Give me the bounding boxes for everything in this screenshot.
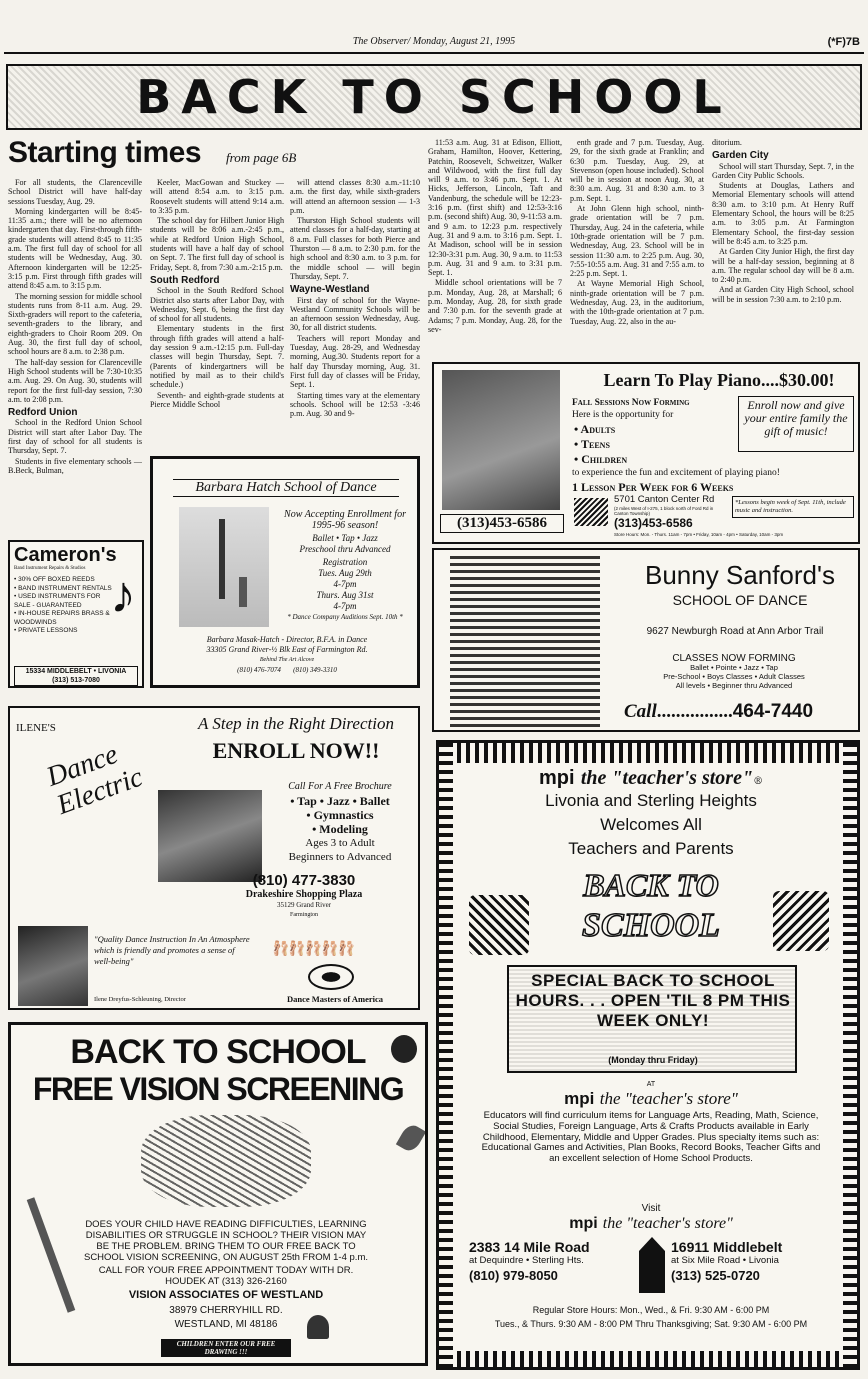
header-rule	[4, 52, 864, 54]
subhead-south-redford: South Redford	[150, 274, 220, 286]
piano-photo	[442, 370, 560, 510]
hatch-thu-time: 4-7pm	[333, 601, 357, 611]
piano-price: $30.00!	[779, 370, 835, 390]
piano-audience-label: Children	[581, 452, 628, 466]
article-column-2	[150, 178, 284, 448]
piano-phone-big: (313)453-6586	[440, 514, 564, 533]
bunny-call-line: Call................464-7440	[624, 701, 814, 722]
page-header-line	[0, 36, 868, 50]
camerons-sub: Band Instrument Repairs & Studios	[14, 566, 86, 571]
border-pattern-right	[843, 743, 857, 1367]
hatch-behind: Behind The Art Alcove	[259, 657, 315, 663]
article-paragraph: enth grade and 7 p.m. Tuesday, Aug. 29, for the sixth grade at Franklin; and 6:30 p.m. Tuesday, Aug. 29, at Stevenson (open house included). School will be in session at noon Aug. 30, at 8:30 a.m. Aug. 31 and 8:30 a.m. to 3 p.m. Sept. 1.	[570, 138, 704, 203]
article-paragraph: School in the South Redford School District also starts after Labor Day, with Wednesday, Sept. 6, being the first day of school for all students.	[150, 286, 284, 324]
hatch-preschool: Preschool thru Advanced	[299, 544, 391, 554]
mpi-special: SPECIAL BACK TO SCHOOL HOURS. . . OPEN 'TIL 8 PM THIS WEEK ONLY!	[515, 971, 791, 1030]
hatch-address: 33305 Grand River-½ Blk East of Farmington Rd.	[206, 645, 368, 654]
article-paragraph: Teachers will report Monday and Tuesday, Aug. 28-29, and Wednesday morning, Aug.30. Students report for a half day Thursday morning, Aug. 31. First full day of classes will be Friday, Sept. 1.	[290, 333, 420, 390]
mpi-location-2	[671, 1239, 841, 1283]
mpi-chalkboard	[469, 865, 833, 975]
hatch-photo	[179, 507, 269, 627]
mpi-brand-2: mpi	[564, 1089, 595, 1108]
bunny-classes	[614, 654, 854, 690]
article-paragraph: At Garden City Junior High, the first day will be a half-day session, beginning at 8 a.m. The regular school day will be 8 a.m. to 2:40 p.m.	[712, 247, 854, 285]
bunny-forming: CLASSES NOW FORMING	[672, 653, 796, 664]
hatch-phone-1: (810) 476-7074	[237, 666, 281, 674]
hatch-tue-time: 4-7pm	[333, 579, 357, 589]
hatch-footer	[159, 635, 415, 675]
schoolhouse-icon	[639, 1237, 665, 1293]
article-paragraph: Starting times vary at the elementary schools. School will be 12:53 -3:46 p.m. Aug. 30 and 9-	[290, 390, 420, 419]
mpi-at: AT	[646, 1081, 656, 1088]
mpi-description: Educators will find curriculum items for Language Arts, Reading, Math, Science, Social Studies, Foreign Language, Arts & Crafts Products available in Early Childhood, Elementary, Middle and Upper Grades. Plus specialty items such as: Educational Games and Activities, Plan Books, Record Books, Teacher Gifts and an excellent selection of Home School Products.	[481, 1110, 821, 1165]
piano-begins: *Lessons begin week of Sept. 11th, include music and instruction.	[732, 496, 854, 518]
hatch-phone-2: (810) 349-3310	[293, 666, 337, 674]
camerons-item-label: IN-HOUSE REPAIRS BRASS & WOODWINDS	[14, 610, 110, 626]
hatch-thu: Thurs. Aug 31st	[316, 590, 374, 600]
vision-body-1: DOES YOUR CHILD HAVE READING DIFFICULTIES, LEARNING DISABILITIES OR STRUGGLE IN SCHOOL? THEIR VISION MAY BE THE PROBLEM. BRING THEM TO OUR FREE BACK TO SCHOOL VISION SCREENING, ON AUGUST 25th FROM 1-4 p.m.	[83, 1219, 368, 1263]
header-dateline: The Observer/ Monday, August 21, 1995	[352, 36, 516, 47]
article-paragraph: Keeler, MacGowan and Stuckey — will attend 8:54 a.m. to 3:15 p.m. Roosevelt students will attend 9:14 a.m. to 3:35 p.m.	[150, 178, 284, 215]
ilenes-plaza: Drakeshire Shopping Plaza	[245, 889, 363, 900]
crayon-icon	[469, 895, 529, 955]
camerons-item: • USED INSTRUMENTS FOR SALE - GUARANTEED	[14, 593, 101, 609]
mpi-loc1-name: 2383 14 Mile Road	[469, 1239, 590, 1255]
ilenes-enroll: ENROLL NOW!!	[212, 738, 380, 763]
page-number: (*F)7B	[827, 36, 860, 48]
mpi-store-line-3	[459, 1213, 843, 1233]
ballet-shoe-graphic	[450, 556, 600, 728]
piano-experience: to experience the fun and excitement of playing piano!	[572, 468, 780, 478]
mpi-header	[459, 765, 843, 790]
mpi-store: the "teacher's store"	[580, 767, 754, 789]
mpi-store-line	[459, 1089, 843, 1109]
mpi-bts-2: SCHOOL	[582, 907, 720, 944]
article-paragraph: The half-day session for Clarenceville High School students will be 7:30-10:35 a.m. Aug. 29. On Aug. 30, students will report for the first full-day session, 7:30 a.m. to 2:08 p.m.	[8, 357, 142, 404]
article-title: Starting times	[8, 136, 202, 169]
ilenes-tagline: A Step in the Right Direction	[198, 714, 394, 733]
vision-line-1: BACK TO SCHOOL	[70, 1033, 366, 1071]
ilenes-levels: Beginners to Advanced	[288, 851, 392, 863]
camerons-list	[14, 576, 116, 636]
piano-audience-item: • Teens	[574, 437, 610, 451]
article-paragraph: At John Glenn high school, ninth-grade orientation will be 7 p.m. Thursday, Aug. 24 in the cafeteria, while 10th-grade orientation will be 7 p.m. Wednesday, Aug. 23. School will be in session 11:30 a.m. to 2:25 p.m. Aug. 30, 7:55-10:55 a.m. Aug. 31 and 7:55 a.m. to 2:25 p.m. Sept. 1.	[570, 204, 704, 279]
article-jump: from page 6B	[226, 150, 297, 165]
camerons-item-label: BAND INSTRUMENT RENTALS	[18, 584, 112, 592]
article-paragraph: will attend classes 8:30 a.m.-11:10 a.m. the first day, while sixth-graders will attend an afternoon session — 1-3 p.m.	[290, 178, 420, 215]
ilenes-address: 35129 Grand River	[276, 901, 332, 909]
banner	[6, 64, 862, 130]
piano-address-sub: (2 miles West of I-275, 1 block north of Ford Rd in Canton Township)	[614, 506, 714, 516]
bunny-class-types: Pre-School • Boys Classes • Adult Classes	[663, 672, 805, 681]
bunny-name: Bunny Sanford's	[645, 560, 835, 590]
bunny-address: 9627 Newburgh Road at Ann Arbor Trail	[646, 626, 824, 637]
piano-title-text: Learn To Play Piano....	[603, 370, 780, 390]
bunny-sanford-ad	[432, 548, 860, 732]
hatch-accepting: Now Accepting Enrollment for 1995-96 season!	[284, 509, 406, 531]
hatch-tue: Tues. Aug 29th	[318, 568, 372, 578]
apple-icon	[391, 1035, 417, 1063]
piano-hours: Store Hours: Mon. - Thurs. 11am - 7pm • Friday, 10am - 4pm • Saturday, 10am - 3pm	[614, 532, 784, 537]
piano-forming: Fall Sessions Now Forming	[572, 398, 690, 408]
border-pattern-bottom	[439, 1351, 857, 1367]
mpi-welcome-2: Welcomes All	[600, 815, 702, 834]
banner-title: BACK TO SCHOOL	[136, 70, 732, 124]
ilenes-gymnastics: • Gymnastics	[306, 808, 374, 822]
camerons-item-label: 30% OFF BOXED REEDS	[18, 576, 95, 583]
mpi-loc2-name: 16911 Middlebelt	[671, 1239, 783, 1255]
piano-logo-icon	[574, 498, 608, 526]
mpi-brand: mpi	[538, 767, 575, 789]
mpi-loc2-sub: at Six Mile Road • Livonia	[671, 1255, 779, 1266]
camerons-item-label: PRIVATE LESSONS	[18, 627, 78, 634]
piano-title	[584, 370, 854, 391]
article-column-5	[570, 138, 704, 358]
camerons-item: • IN-HOUSE REPAIRS BRASS & WOODWINDS	[14, 610, 110, 626]
ilenes-logo: Dance Electric	[42, 738, 147, 822]
mpi-loc2-phone: (313) 525-0720	[671, 1268, 760, 1283]
hatch-audition: * Dance Company Auditions Sept. 10th *	[287, 613, 403, 621]
mpi-hours-2: Tues., & Thurs. 9:30 AM - 8:00 PM Thru Thanksgiving; Sat. 9:30 AM - 6:00 PM	[494, 1319, 808, 1329]
camerons-ad	[8, 540, 144, 688]
ilenes-quote: "Quality Dance Instruction In An Atmosphere which is friendly and promotes a sense of well-being"	[94, 934, 250, 966]
bunny-phone: 464-7440	[732, 701, 814, 722]
vision-footer: CHILDREN ENTER OUR FREE DRAWING !!!	[161, 1339, 291, 1357]
mpi-special-box	[507, 965, 797, 1073]
border-pattern-left	[439, 743, 453, 1367]
vision-line-2: FREE VISION SCREENING	[32, 1071, 404, 1107]
vision-city: WESTLAND, MI 48186	[174, 1319, 278, 1330]
article-paragraph: School will start Thursday, Sept. 7, in the Garden City Public Schools.	[712, 161, 854, 180]
vision-name: VISION ASSOCIATES OF WESTLAND	[128, 1289, 324, 1301]
hatch-title: Barbara Hatch School of Dance	[173, 479, 399, 497]
mpi-store-3: the "teacher's store"	[602, 1215, 733, 1232]
article-column-1	[8, 178, 142, 530]
article-paragraph: For all students, the Clarenceville School District will have half-day sessions Tuesday, Aug. 29.	[8, 178, 142, 206]
article-paragraph: Morning kindergarten will be 8:45-11:35 a.m.; there will be no afternoon kindergarten that day. First-through fifth-grade students will attend 8:45 to 11:35 a.m. The first full day of school for all students will be Wednesday, Aug. 30. Afternoon kindergarten will be 12:25-3:15 p.m. First through fifth grades will attend 8:45 a.m. to 3:15 p.m.	[8, 206, 142, 291]
mpi-teachers-store-ad	[436, 740, 860, 1370]
mpi-welcome-1: Livonia and Sterling Heights	[545, 791, 757, 810]
border-pattern-top	[439, 743, 857, 763]
hatch-phones	[159, 665, 415, 675]
piano-phone-small: (313)453-6586	[614, 516, 693, 530]
piano-audience-label: Adults	[580, 422, 616, 436]
mpi-brand-3: mpi	[569, 1215, 598, 1232]
article-paragraph: At Wayne Memorial High School, ninth-grade orientation will be 7 p.m. Wednesday, Aug. 23, in the auditorium, with the 10th-grade orientation at 7 p.m. Tuesday, Aug. 22, also in the au-	[570, 279, 704, 326]
article-column-4	[428, 138, 562, 358]
ilenes-modeling: • Modeling	[312, 822, 368, 836]
subhead-wayne-westland: Wayne-Westland	[290, 284, 370, 296]
mpi-loc1-phone: (810) 979-8050	[469, 1268, 558, 1283]
school-supplies-illustration	[141, 1115, 311, 1207]
article-paragraph: Thurston High School students will attend classes for a half-day, starting at 8 a.m. Full classes for both Pierce and Thurston — 8 a.m. to 2:30 p.m. for the high school and 8:30 a.m. to 3 p.m. for the middle school — will begin Thursday, Sept. 7.	[290, 216, 420, 281]
mpi-location-1	[469, 1239, 639, 1283]
ilenes-ages: Ages 3 to Adult	[305, 837, 375, 849]
piano-enroll-box: Enroll now and give your entire family the gift of music!	[738, 396, 854, 452]
vision-body-2: CALL FOR YOUR FREE APPOINTMENT TODAY WITH DR. HOUDEK AT (313) 326-2160	[98, 1265, 354, 1287]
mpi-welcome-3: Teachers and Parents	[568, 839, 734, 858]
ilenes-city: Farmington	[290, 912, 318, 918]
mpi-special-sub: (Monday thru Friday)	[608, 1055, 698, 1065]
abc-block-icon	[773, 891, 829, 951]
ilenes-director: Ilene Dreyfus-Schleuning, Director	[94, 996, 186, 1003]
camerons-address: 15334 MIDDLEBELT • LIVONIA	[25, 668, 127, 675]
article-paragraph: The morning session for middle school students runs from 8-11 a.m. Aug. 29. Sixth-graders will report to the cafeteria, seventh-graders to the library, and eighth-graders to Choir Room 209. On Aug. 30, the first full day of school, school hours are 8 a.m. to 2:38 p.m.	[8, 291, 142, 357]
article-paragraph: 11:53 a.m. Aug. 31 at Edison, Elliott, Graham, Hamilton, Hoover, Kettering, Patchin, Roosevelt, Schweitzer, Walker and Wildwood, with the first full day will 9 a.m. to 3:46 p.m. Sept. 1. At Hicks, Jefferson, Lincoln, Taft and Vandenburg, the schedule will be 12:23-3:16 p.m. (first shift) and 12:53-3:16 p.m. (second shift) Aug. 30, 9-11:53 a.m. and 9 a.m. to 12:23 p.m. respectively Aug. 31 and 9 a.m. to 3:16 p.m. Sept. 1. At Madison, school will be in session 12:30-3:31 p.m. Aug. 30, 9 a.m. to 11:53 p.m. Aug. 31 and 9 a.m. to 3:31 p.m. Sept. 1.	[428, 138, 562, 278]
camerons-item: • BAND INSTRUMENT RENTALS	[14, 584, 112, 592]
camerons-name: Cameron's	[14, 544, 117, 566]
vision-screening-ad	[8, 1022, 428, 1366]
leaf-icon	[396, 1122, 426, 1155]
ilenes-director-photo	[18, 926, 88, 1006]
article-paragraph: Students in five elementary schools — B.Beck, Bulman,	[8, 456, 142, 475]
bunny-call: Call	[624, 701, 657, 722]
ilenes-dance-ad	[8, 706, 420, 1010]
music-note-icon: ♪	[110, 567, 136, 624]
camerons-item-label: USED INSTRUMENTS FOR SALE - GUARANTEED	[14, 593, 101, 609]
piano-lesson: 1 Lesson Per Week for 6 Weeks	[572, 480, 734, 494]
hatch-dance-ad	[150, 456, 420, 688]
ilenes-dancers-photo	[158, 790, 262, 882]
article-paragraph: Seventh- and eighth-grade students at Pierce Middle School	[150, 390, 284, 409]
mpi-visit: Visit	[641, 1203, 661, 1214]
camerons-phone: (313) 513-7080	[52, 677, 100, 684]
camerons-contact	[14, 666, 138, 686]
article-paragraph: And at Garden City High School, school will be in session 7:30 a.m. to 2:10 p.m.	[712, 285, 854, 304]
subhead-redford-union: Redford Union	[8, 407, 78, 419]
piano-audience-item: • Children	[574, 452, 628, 466]
ilenes-plaza-block	[190, 890, 418, 920]
hatch-styles: Ballet • Tap • Jazz	[312, 533, 378, 543]
bunny-levels: All levels • Beginner thru Advanced	[675, 681, 793, 690]
article-paragraph: First day of school for the Wayne-Westland Community Schools will be an afternoon session Wednesday, Aug. 30, for all district students.	[290, 295, 420, 333]
bunny-sub: SCHOOL OF DANCE	[672, 592, 808, 608]
camerons-item: • PRIVATE LESSONS	[14, 627, 78, 634]
dance-masters-logo	[308, 964, 354, 990]
ilenes-styles: • Tap • Jazz • Ballet	[290, 794, 390, 808]
piano-audience-list	[574, 422, 627, 467]
ilenes-brochure: Call For A Free Brochure	[288, 781, 392, 792]
piano-ad	[432, 362, 860, 544]
vision-address: 38979 CHERRYHILL RD.	[169, 1305, 283, 1316]
pencil-icon	[27, 1197, 76, 1312]
hatch-details	[275, 509, 415, 623]
piano-address: 5701 Canton Center Rd	[614, 494, 715, 505]
piano-audience-label: Teens	[580, 437, 610, 451]
mpi-loc1-sub: at Dequindre • Sterling Hts.	[469, 1255, 584, 1266]
bell-icon	[307, 1315, 329, 1339]
subhead-garden-city: Garden City	[712, 150, 769, 162]
article-column-6	[712, 138, 854, 358]
mpi-hours-1: Regular Store Hours: Mon., Wed., & Fri. 9:30 AM - 6:00 PM	[532, 1305, 770, 1315]
mpi-reg: ®	[753, 776, 764, 787]
camerons-item: • 30% OFF BOXED REEDS	[14, 576, 95, 583]
ilenes-masters: Dance Masters of America	[286, 994, 384, 1004]
mpi-store-2: the "teacher's store"	[599, 1089, 738, 1108]
dancer-silhouettes-icon: 🩰🩰🩰🩰🩰	[272, 940, 355, 956]
bunny-styles: Ballet • Pointe • Jazz • Tap	[690, 663, 778, 672]
ilenes-name: ILENE'S	[16, 722, 56, 734]
mpi-bts-1: BACK TO	[583, 867, 719, 903]
article-paragraph: School in the Redford Union School District will start after Labor Day. The first day of school for all students is Thursday, Sept. 7.	[8, 418, 142, 456]
article-paragraph: ditorium.	[712, 138, 742, 147]
hatch-registration: Registration	[322, 557, 368, 567]
article-paragraph: Middle school orientations will be 7 p.m. Monday, Aug. 28, at Marshall; 6 p.m. Monday, Aug. 28, for sixth grade and 7:30 p.m. for the seventh grade at Adams; 7 p.m. Monday, Aug. 28, for the sev-	[428, 278, 562, 334]
piano-audience-item: • Adults	[574, 422, 616, 436]
article-column-3	[290, 178, 420, 448]
ilenes-details	[264, 780, 416, 864]
article-paragraph: The school day for Hilbert Junior High students will be 8:06 a.m.-2:45 p.m., while at Redford Union High School, students will have a half day of school on Sept. 7. The first full day of school is Friday, Sept. 8, from 7:30 a.m.-2:15 p.m.	[150, 216, 284, 272]
hatch-director: Barbara Masak-Hatch - Director, B.F.A. in Dance	[206, 635, 368, 644]
article-paragraph: Elementary students in the first through fifth grades will attend a half-day session 9 a.m.-12:15 p.m. Full-day classes will begin Thursday, Sept. 7. (Parents of kindergartners will be notified by mail as to their child's schedule.)	[150, 324, 284, 390]
piano-here: Here is the opportunity for	[572, 410, 674, 420]
ilenes-phone: (810) 477-3830	[252, 872, 356, 889]
article-paragraph: Students at Douglas, Lathers and Memorial Elementary schools will attend 8:30 a.m. to 3:10 p.m. At Henry Ruff Elementary School, the hours will be 8:25 a.m. to 3:05 p.m. At Farmington Elementary School, the first-day session will be 8:45 a.m. to 3:25 p.m.	[712, 181, 854, 246]
